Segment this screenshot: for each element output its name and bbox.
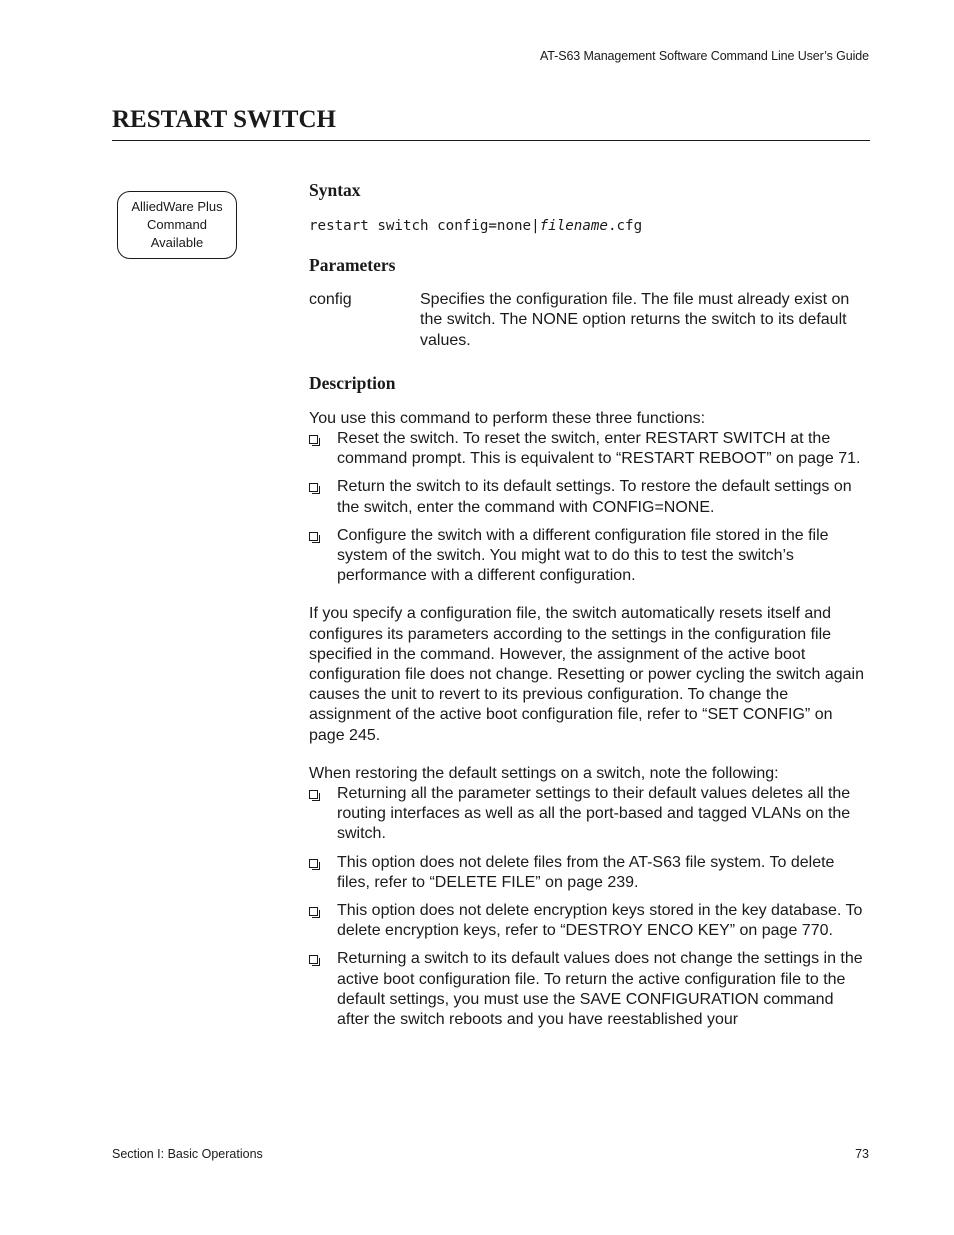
list-item bbox=[309, 901, 869, 941]
box-bullet-icon bbox=[309, 790, 318, 799]
box-bullet-icon bbox=[309, 483, 318, 492]
footer-section: Section I: Basic Operations bbox=[112, 1147, 263, 1161]
description-intro: You use this command to perform these three functions: bbox=[309, 409, 706, 427]
list-item bbox=[309, 949, 869, 1030]
list-item bbox=[309, 477, 869, 517]
description-heading: Description bbox=[309, 372, 396, 393]
box-bullet-icon bbox=[309, 435, 318, 444]
syntax-prefix: restart switch config=none| bbox=[309, 218, 540, 234]
badge-line: AlliedWare Plus bbox=[131, 199, 223, 214]
notes-list bbox=[309, 784, 869, 1030]
list-item-text: Returning all the parameter settings to their default values deletes all the routing interfaces as well as all the port-based and tagged VLANs on the switch. bbox=[337, 785, 851, 843]
main-content bbox=[309, 178, 869, 1038]
functions-list bbox=[309, 429, 869, 586]
box-bullet-icon bbox=[309, 955, 318, 964]
list-item bbox=[309, 429, 869, 469]
list-item-text: Configure the switch with a different configuration file stored in the file system of the switch. You might wat to do this to test the switch’s performance with a different configuration. bbox=[337, 526, 829, 585]
list-item bbox=[309, 526, 869, 587]
syntax-heading: Syntax bbox=[309, 180, 361, 200]
description-paragraph: If you specify a configuration file, the switch automatically resets itself and configures its parameters according to the settings in the configuration file specified in the command. However, the assignment of the active boot configuration file does not change. Resetting or power cycling the switch again causes the unit to revert to its previous configuration. To change the assignment of the active boot configuration file, refer to “SET CONFIG” on page 245. bbox=[309, 605, 864, 744]
parameter-row bbox=[309, 290, 869, 351]
list-item bbox=[309, 853, 869, 893]
list-item bbox=[309, 784, 869, 845]
title-divider bbox=[112, 140, 870, 141]
parameters-heading: Parameters bbox=[309, 255, 396, 276]
list-item-text: This option does not delete files from the AT-S63 file system. To delete files, refer to “DELETE FILE” on page 239. bbox=[337, 853, 835, 891]
syntax-command bbox=[309, 216, 869, 236]
box-bullet-icon bbox=[309, 907, 318, 916]
restore-intro: When restoring the default settings on a switch, note the following: bbox=[309, 764, 779, 782]
running-header: AT-S63 Management Software Command Line User’s Guide bbox=[540, 49, 869, 63]
syntax-suffix: .cfg bbox=[607, 218, 643, 234]
list-item-text: This option does not delete encryption keys stored in the key database. To delete encryption keys, refer to “DESTROY ENCO KEY” on page 770. bbox=[337, 902, 863, 940]
alliedware-plus-badge bbox=[117, 191, 237, 259]
badge-line: Command bbox=[147, 217, 207, 232]
syntax-filename: filename bbox=[539, 218, 608, 234]
list-item-text: Returning a switch to its default values does not change the settings in the active boot configuration file. To return the active configuration file to the default settings, you must use the SAVE CONFIGURATION command after the switch reboots and you have reestablished your bbox=[337, 950, 863, 1029]
box-bullet-icon bbox=[309, 859, 318, 868]
badge-line: Available bbox=[150, 235, 204, 250]
page-number: 73 bbox=[855, 1147, 869, 1161]
parameter-name: config bbox=[309, 291, 352, 309]
parameter-description: Specifies the configuration file. The file must already exist on the switch. The NONE option returns the switch to its default values. bbox=[420, 291, 850, 349]
list-item-text: Reset the switch. To reset the switch, enter RESTART SWITCH at the command prompt. This is equivalent to “RESTART REBOOT” on page 71. bbox=[337, 430, 861, 468]
box-bullet-icon bbox=[309, 532, 318, 541]
list-item-text: Return the switch to its default settings. To restore the default settings on the switch, enter the command with CONFIG=NONE. bbox=[337, 478, 852, 516]
page-title: RESTART SWITCH bbox=[112, 106, 336, 133]
